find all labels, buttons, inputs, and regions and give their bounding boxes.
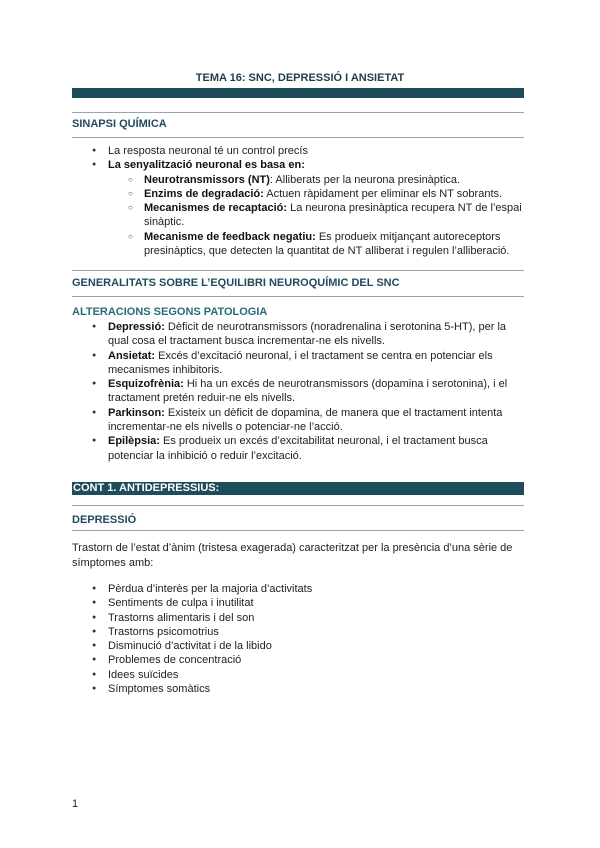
sub-list [108, 173, 524, 259]
list-item: ● Sentiments de culpa i inutilitat [92, 596, 524, 610]
list-item: ● Depressió: Dèficit de neurotransmissors (noradrenalina i serotonina 5-HT), per la qual cosa el tractament busca incrementar-ne els nivells. [92, 320, 524, 349]
document-title: TEMA 16: SNC, DEPRESSIÓ I ANSIETAT [195, 72, 405, 84]
list-item: ● La senyalització neuronal es basa en: ○ Neurotransmissors (NT): Alliberats per la neurona presinàptica. ○ Enzims de degradació: Actuen ràpidament per eliminar els NT sobrants. ○ Mecanismes de recaptació: La neurona presinàptica recupera NT de l’espai sinàptic. ○ Mecanisme de feedback negatiu: Es produeix mitjançant autoreceptors presinàptics, que detecten la quantitat de NT alliberat i regulen l’alliberació. [92, 158, 524, 258]
sinapsi-list [92, 144, 524, 258]
sub-list-item: ○ Enzims de degradació: Actuen ràpidament per eliminar els NT sobrants. [128, 187, 524, 201]
divider [72, 530, 524, 531]
list-item: ● Ansietat: Excés d’excitació neuronal, i el tractament se centra en potenciar els mecanismes inhibitoris. [92, 349, 524, 378]
list-item: ● Epilèpsia: Es produeix un excés d’excitabilitat neuronal, i el tractament busca potenciar la inhibició o reduir l’excitació. [92, 434, 524, 463]
section-heading-depressio: DEPRESSIÓ [72, 514, 137, 526]
list-item: ● Pèrdua d’interès per la majoria d’activitats [92, 582, 524, 596]
patologia-list [92, 320, 524, 463]
list-item: ● Símptomes somàtics [92, 682, 524, 696]
sub-list-item: ○ Mecanismes de recaptació: La neurona presinàptica recupera NT de l’espai sinàptic. [128, 201, 524, 230]
title-bar [72, 88, 524, 98]
section-bar-label: CONT 1. ANTIDEPRESSIUS: [73, 482, 220, 494]
divider [72, 112, 524, 113]
section-heading-generalitats: GENERALITATS SOBRE L’EQUILIBRI NEUROQUÍMIC DEL SNC [72, 277, 400, 289]
intro-paragraph: Trastorn de l’estat d’ànim (tristesa exagerada) caracteritzat per la presència d’una sèrie de símptomes amb: [72, 542, 513, 569]
symptoms-list [92, 582, 524, 696]
list-item: ● Trastorns alimentaris i del son [92, 611, 524, 625]
divider [72, 270, 524, 271]
subheading-alteracions: ALTERACIONS SEGONS PATOLOGIA [72, 306, 268, 318]
divider [72, 137, 524, 138]
list-item: ● Esquizofrènia: Hi ha un excés de neurotransmissors (dopamina i serotonina), i el tractament pretén reduir-ne els nivells. [92, 377, 524, 406]
list-item: ● Trastorns psicomotrius [92, 625, 524, 639]
section-heading-sinapsi: SINAPSI QUÍMICA [72, 118, 167, 130]
divider [72, 505, 524, 506]
list-item: ● Disminució d’activitat i de la libido [92, 639, 524, 653]
list-item: ● La resposta neuronal té un control precís [92, 144, 524, 158]
divider [72, 296, 524, 297]
list-item: ● Parkinson: Existeix un dèficit de dopamina, de manera que el tractament intenta incrementar-ne els nivells o potenciar-ne l’acció. [92, 406, 524, 435]
page-number: 1 [72, 798, 79, 810]
list-item: ● Problemes de concentració [92, 653, 524, 667]
list-item: ● Idees suïcides [92, 668, 524, 682]
sub-list-item: ○ Neurotransmissors (NT): Alliberats per la neurona presinàptica. [128, 173, 524, 187]
sub-list-item: ○ Mecanisme de feedback negatiu: Es produeix mitjançant autoreceptors presinàptics, que detecten la quantitat de NT alliberat i regulen l’alliberació. [128, 230, 524, 259]
